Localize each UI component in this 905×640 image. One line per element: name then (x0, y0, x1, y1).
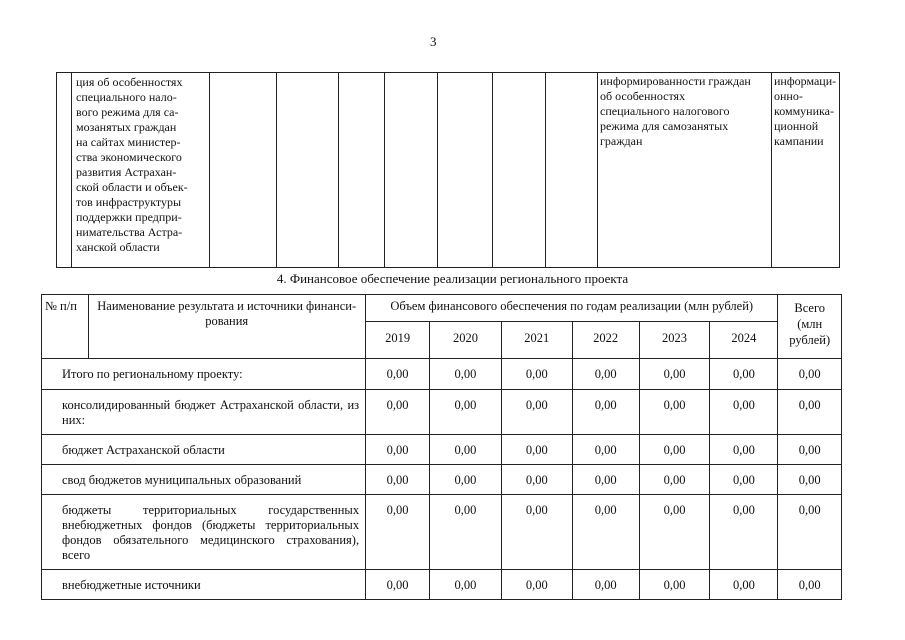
total-header-line: рублей) (789, 333, 831, 347)
header-row (42, 295, 842, 322)
value-cell: 0,00 (710, 495, 778, 570)
table-row (42, 359, 842, 390)
description-line: на сайтах министер- (76, 135, 181, 149)
value-cell: 0,00 (710, 359, 778, 390)
description-line: развития Астрахан- (76, 165, 177, 179)
table-row (42, 390, 842, 435)
type-line: кампании (774, 134, 824, 148)
empty-cell (438, 73, 493, 268)
result-line: специального налогового (600, 104, 730, 118)
value-cell: 0,00 (366, 495, 430, 570)
description-cell (72, 73, 210, 268)
value-cell: 0,00 (430, 465, 502, 495)
finance-table (41, 294, 842, 600)
value-cell: 0,00 (501, 465, 572, 495)
year-header: 2021 (501, 322, 572, 359)
value-cell: 0,00 (572, 359, 639, 390)
table-row (42, 435, 842, 465)
name-header (89, 295, 366, 359)
row-name: консолидированный бюджет Астраханской области, из них: (42, 390, 366, 435)
total-cell: 0,00 (778, 390, 842, 435)
row-name: бюджеты территориальных государственных внебюджетных фондов (бюджеты территориальных фондов обязательного медицинского страхования), всего (42, 495, 366, 570)
empty-cell (277, 73, 339, 268)
total-header-line: Всего (794, 301, 826, 315)
result-line: информированности граждан (600, 74, 751, 88)
result-cell (598, 73, 772, 268)
row-name: внебюджетные источники (42, 570, 366, 600)
value-cell: 0,00 (366, 359, 430, 390)
description-line: ция об особенностях (76, 75, 183, 89)
total-header (778, 295, 842, 359)
table-row (42, 495, 842, 570)
type-line: информаци- (774, 74, 837, 88)
value-cell: 0,00 (639, 390, 710, 435)
result-line: граждан (600, 134, 643, 148)
year-header: 2024 (710, 322, 778, 359)
value-cell: 0,00 (366, 390, 430, 435)
section-title: 4. Финансовое обеспечение реализации регионального проекта (276, 271, 629, 286)
value-cell: 0,00 (501, 390, 572, 435)
value-cell: 0,00 (501, 570, 572, 600)
total-cell: 0,00 (778, 495, 842, 570)
value-cell: 0,00 (639, 465, 710, 495)
value-cell: 0,00 (366, 465, 430, 495)
value-cell: 0,00 (710, 390, 778, 435)
year-header: 2022 (572, 322, 639, 359)
type-line: ционной (774, 119, 819, 133)
description-line: ханской области (76, 240, 160, 254)
continuation-table (56, 72, 840, 268)
year-header: 2020 (430, 322, 502, 359)
year-header: 2019 (366, 322, 430, 359)
total-cell: 0,00 (778, 570, 842, 600)
value-cell: 0,00 (366, 435, 430, 465)
empty-cell (493, 73, 546, 268)
value-cell: 0,00 (639, 435, 710, 465)
value-cell: 0,00 (572, 435, 639, 465)
value-cell: 0,00 (639, 495, 710, 570)
value-cell: 0,00 (710, 570, 778, 600)
description-line: тов инфраструктуры (76, 195, 182, 209)
table-row (42, 465, 842, 495)
value-cell: 0,00 (430, 390, 502, 435)
table-row (57, 73, 840, 268)
row-name: бюджет Астраханской области (42, 435, 366, 465)
row-name: Итого по региональному проекту: (42, 359, 366, 390)
empty-cell (546, 73, 598, 268)
value-cell: 0,00 (430, 359, 502, 390)
type-cell (772, 73, 840, 268)
description-line: поддержки предпри- (76, 210, 182, 224)
type-line: онно- (774, 89, 803, 103)
value-cell: 0,00 (501, 359, 572, 390)
value-cell: 0,00 (501, 495, 572, 570)
value-cell: 0,00 (572, 570, 639, 600)
volume-header: Объем финансового обеспечения по годам реализации (млн рублей) (366, 295, 778, 322)
total-cell: 0,00 (778, 435, 842, 465)
value-cell: 0,00 (430, 570, 502, 600)
empty-cell (339, 73, 385, 268)
row-name: свод бюджетов муниципальных образований (42, 465, 366, 495)
name-header-line: Наименование результата и источники финанси- (97, 299, 357, 313)
value-cell: 0,00 (710, 435, 778, 465)
value-cell: 0,00 (572, 465, 639, 495)
description-line: мозанятых граждан (76, 120, 177, 134)
total-cell: 0,00 (778, 359, 842, 390)
name-header-line: рования (205, 314, 249, 328)
page-number: 3 (430, 34, 437, 49)
result-line: режима для самозанятых (600, 119, 729, 133)
value-cell: 0,00 (430, 495, 502, 570)
value-cell: 0,00 (572, 495, 639, 570)
description-line: вого режима для са- (76, 105, 179, 119)
value-cell: 0,00 (639, 570, 710, 600)
total-cell: 0,00 (778, 465, 842, 495)
value-cell: 0,00 (501, 435, 572, 465)
type-line: коммуника- (774, 104, 834, 118)
table-row (42, 570, 842, 600)
value-cell: 0,00 (710, 465, 778, 495)
description-line: специального нало- (76, 90, 177, 104)
value-cell: 0,00 (366, 570, 430, 600)
description-line: ской области и объек- (76, 180, 188, 194)
value-cell: 0,00 (639, 359, 710, 390)
result-line: об особенностях (600, 89, 686, 103)
number-header: № п/п (42, 295, 89, 359)
value-cell: 0,00 (572, 390, 639, 435)
empty-cell (210, 73, 277, 268)
value-cell: 0,00 (430, 435, 502, 465)
description-line: нимательства Астра- (76, 225, 183, 239)
empty-cell (57, 73, 72, 268)
year-header: 2023 (639, 322, 710, 359)
description-line: ства экономического (76, 150, 182, 164)
empty-cell (385, 73, 438, 268)
total-header-line: (млн (797, 317, 823, 331)
